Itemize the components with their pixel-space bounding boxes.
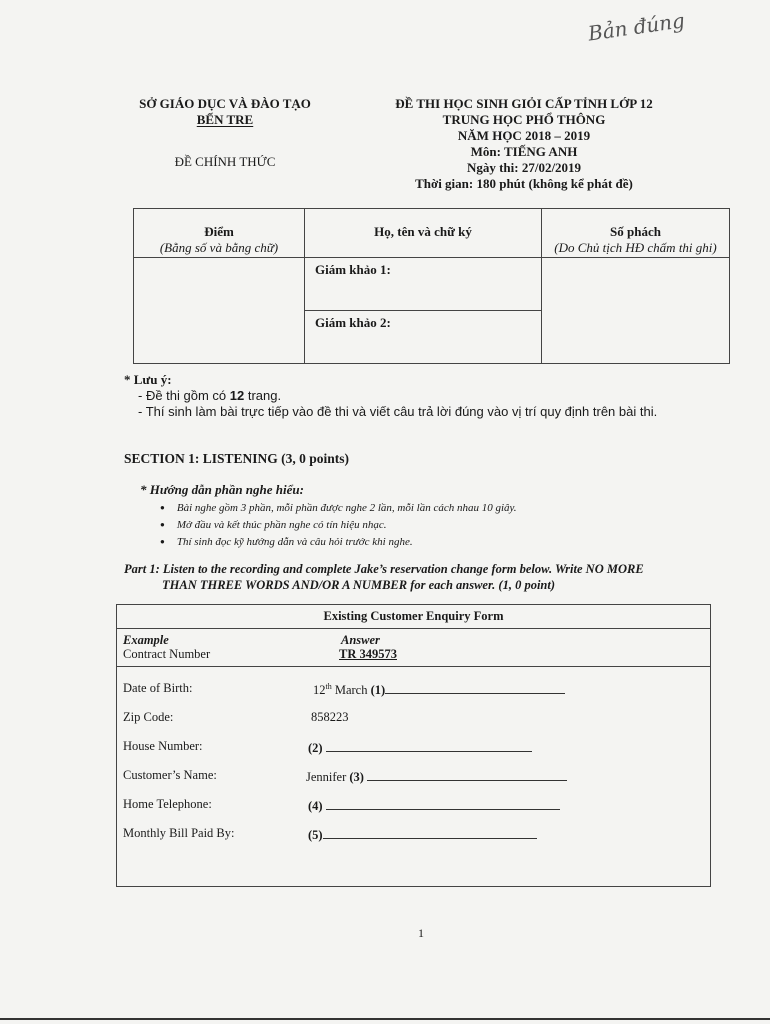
question-number-2: (2) bbox=[308, 741, 323, 755]
field-value-date-of-birth bbox=[313, 681, 565, 698]
guide-item: ● Mở đầu và kết thúc phần nghe có tín hiệu nhạc. bbox=[160, 517, 517, 534]
part-1-instructions bbox=[124, 561, 704, 593]
exam-duration: Thời gian: 180 phút (không kể phát đề) bbox=[415, 176, 633, 191]
examiner-2-label: Giám khảo 2: bbox=[315, 315, 391, 330]
handwritten-note bbox=[586, 4, 696, 46]
bottom-border-line bbox=[0, 1018, 770, 1020]
example-label: Example bbox=[123, 633, 169, 647]
answer-blank-2[interactable] bbox=[326, 739, 532, 752]
official-label: ĐỀ CHÍNH THỨC bbox=[174, 154, 276, 169]
answer-blank-5[interactable] bbox=[323, 826, 537, 839]
example-field: Contract Number bbox=[123, 647, 211, 661]
example-row bbox=[117, 629, 710, 667]
code-header bbox=[542, 209, 730, 258]
guide-item: ● Thí sinh đọc kỹ hướng dẫn và câu hỏi trước khi nghe. bbox=[160, 534, 517, 551]
customer-first-name: Jennifer bbox=[306, 770, 350, 784]
listening-guide-list bbox=[160, 500, 517, 551]
answer-value: TR 349573 bbox=[339, 647, 397, 661]
grading-table bbox=[133, 208, 730, 364]
note-block bbox=[124, 372, 657, 420]
examiner-1-label: Giám khảo 1: bbox=[315, 262, 391, 277]
part-1-line-1: Part 1: Listen to the recording and complete Jake’s reservation change form below. Write NO MORE bbox=[124, 562, 644, 576]
code-cell[interactable] bbox=[542, 258, 730, 364]
field-label-date-of-birth: Date of Birth: bbox=[123, 681, 193, 695]
code-subtitle: (Do Chủ tịch HĐ chấm thi ghi) bbox=[554, 240, 717, 255]
note-line-1 bbox=[124, 388, 657, 404]
score-cell[interactable] bbox=[134, 258, 305, 364]
field-value-monthly-bill bbox=[308, 826, 537, 843]
dob-day: 12 bbox=[313, 683, 326, 697]
question-number-5: (5) bbox=[308, 828, 323, 842]
form-title: Existing Customer Enquiry Form bbox=[117, 605, 710, 629]
examiner-2-cell[interactable] bbox=[305, 311, 542, 364]
question-number-3: (3) bbox=[349, 770, 364, 784]
department-name: SỞ GIÁO DỤC VÀ ĐÀO TẠO bbox=[139, 96, 311, 111]
field-label-customer-name: Customer’s Name: bbox=[123, 768, 217, 782]
page-number: 1 bbox=[418, 926, 424, 940]
dob-day-suffix: th bbox=[325, 681, 332, 691]
field-label-monthly-bill: Monthly Bill Paid By: bbox=[123, 826, 235, 840]
note-title: * Lưu ý: bbox=[124, 372, 172, 387]
answer-blank-1[interactable] bbox=[385, 681, 565, 694]
field-value-house-number bbox=[308, 739, 532, 756]
name-title: Họ, tên và chữ ký bbox=[374, 224, 472, 239]
guide-item: ● Bài nghe gồm 3 phần, mỗi phần được nghe 2 lần, mỗi lần cách nhau 10 giây. bbox=[160, 500, 517, 517]
dob-month: March bbox=[331, 683, 371, 697]
code-title: Số phách bbox=[610, 224, 661, 239]
question-number-4: (4) bbox=[308, 799, 323, 813]
section-1-title: SECTION 1: LISTENING (3, 0 points) bbox=[124, 451, 350, 466]
part-1-line-2: THAN THREE WORDS AND/OR A NUMBER for each answer. (1, 0 point) bbox=[162, 578, 556, 592]
enquiry-form bbox=[116, 604, 711, 887]
note-line-1-pre: - Đề thi gồm có bbox=[138, 388, 230, 403]
field-value-customer-name bbox=[306, 768, 567, 785]
note-line-2: - Thí sinh làm bài trực tiếp vào đề thi và viết câu trả lời đúng vào vị trí quy định trên bài thi. bbox=[138, 404, 658, 419]
exam-title: ĐỀ THI HỌC SINH GIỎI CẤP TỈNH LỚP 12 bbox=[395, 96, 653, 111]
score-subtitle: (Bằng số và bằng chữ) bbox=[159, 240, 279, 255]
header-right bbox=[358, 96, 690, 192]
score-title: Điểm bbox=[204, 224, 234, 239]
note-line-1-post: trang. bbox=[244, 388, 282, 403]
score-header bbox=[134, 209, 305, 258]
answer-blank-4[interactable] bbox=[326, 797, 560, 810]
field-label-house-number: House Number: bbox=[123, 739, 203, 753]
answer-label: Answer bbox=[341, 633, 380, 647]
note-page-count: 12 bbox=[229, 388, 245, 403]
handwritten-note-text: Bản đúng bbox=[586, 8, 687, 46]
header-left bbox=[120, 96, 330, 170]
name-header bbox=[305, 209, 542, 258]
field-label-zip-code: Zip Code: bbox=[123, 710, 174, 724]
answer-blank-3[interactable] bbox=[367, 768, 567, 781]
field-value-home-telephone bbox=[308, 797, 560, 814]
examiner-1-cell[interactable] bbox=[305, 258, 542, 311]
field-value-zip-code: 858223 bbox=[311, 710, 349, 724]
subject: Môn: TIẾNG ANH bbox=[470, 144, 578, 159]
school-year: NĂM HỌC 2018 – 2019 bbox=[457, 128, 591, 143]
exam-date: Ngày thi: 27/02/2019 bbox=[466, 160, 582, 175]
school-level: TRUNG HỌC PHỔ THÔNG bbox=[442, 112, 606, 127]
province-name: BẾN TRE bbox=[196, 112, 254, 127]
field-label-home-telephone: Home Telephone: bbox=[123, 797, 212, 811]
question-number-1: (1) bbox=[370, 683, 386, 697]
listening-guide-title: * Hướng dẫn phần nghe hiểu: bbox=[140, 482, 304, 497]
